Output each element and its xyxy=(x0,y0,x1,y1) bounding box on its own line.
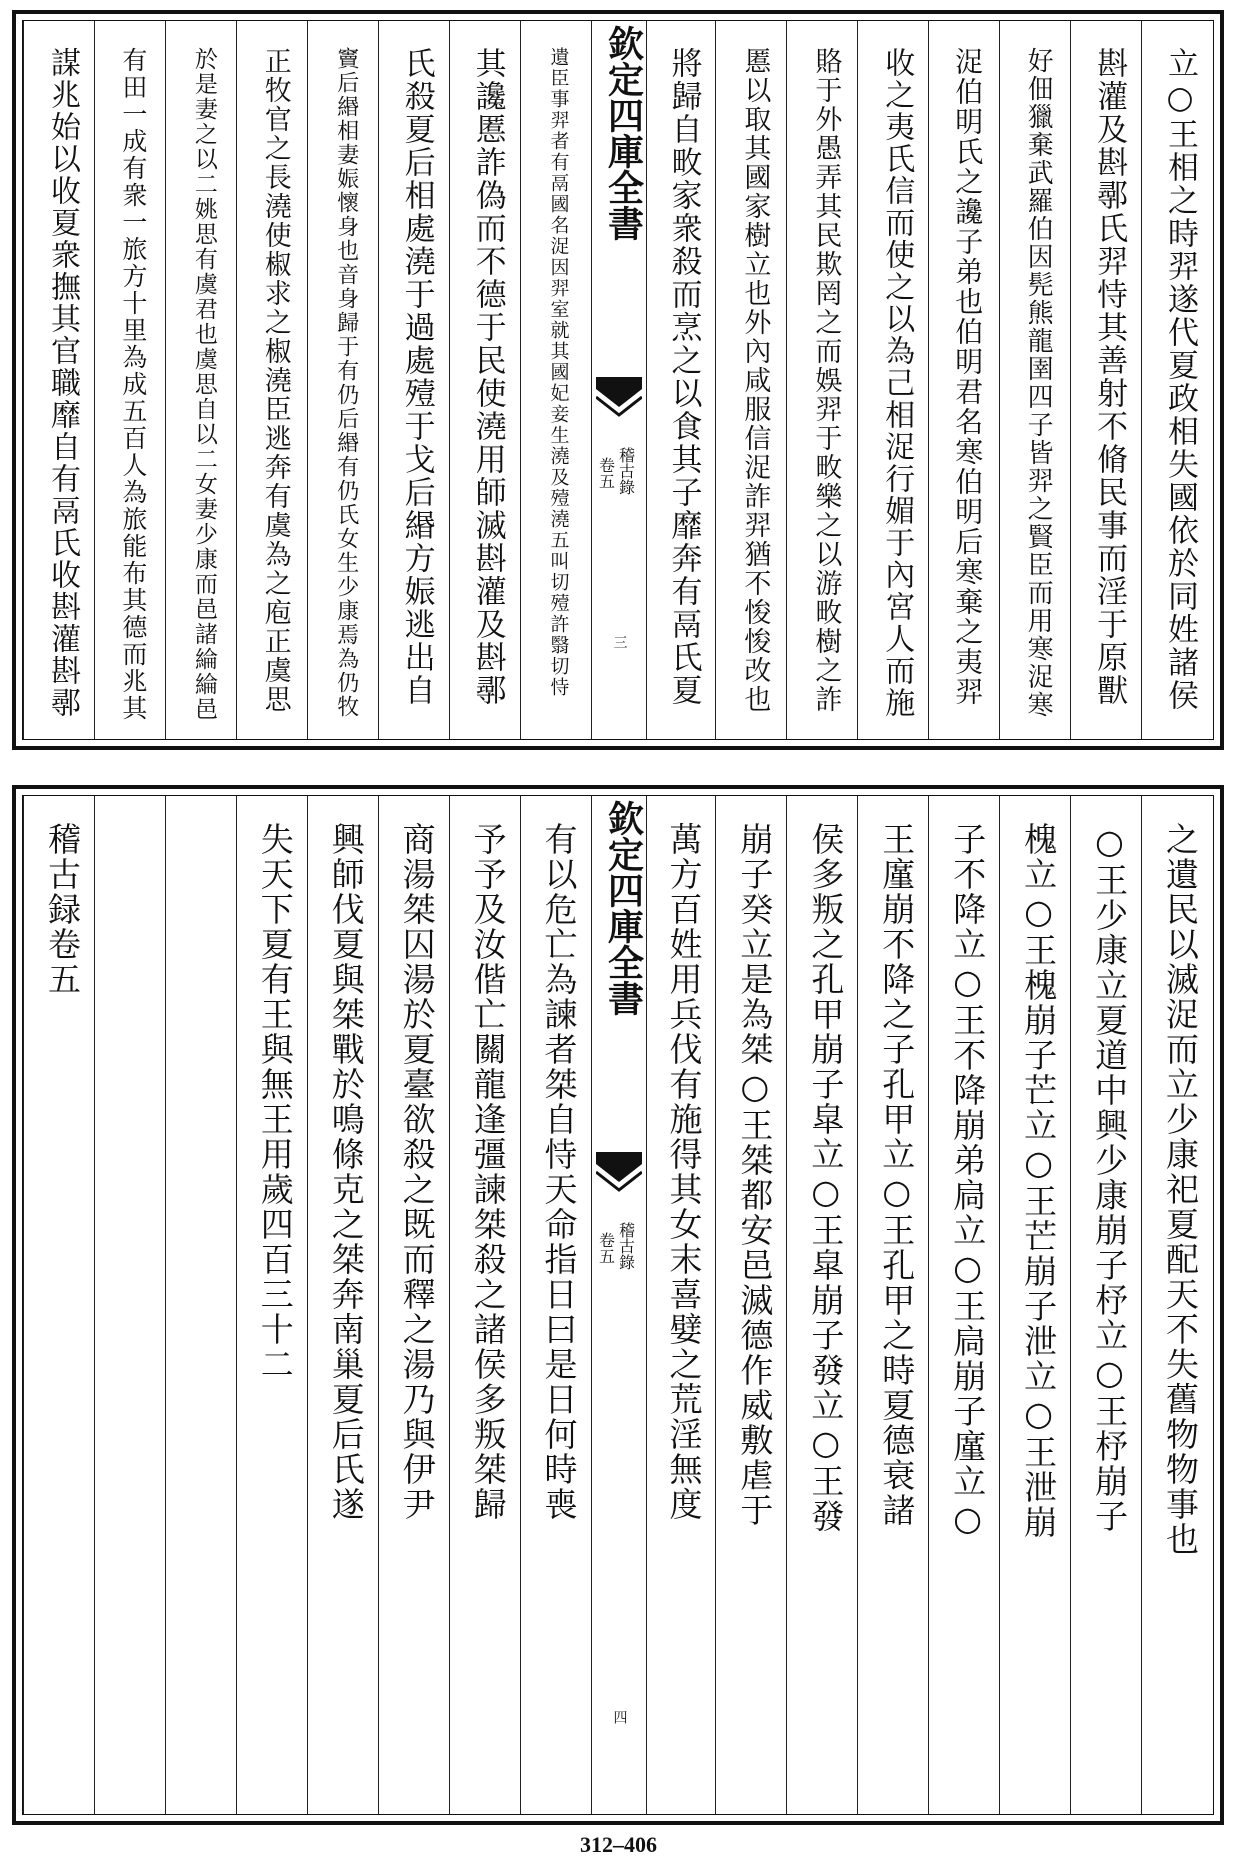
bottom-column-text: 有以危亡為諫者桀自恃天命指日曰是日何時喪 xyxy=(539,822,579,1522)
top-column-text: 收之夷氏信而使之以為己相浞行媚于內宮人而施 xyxy=(879,47,915,719)
bottom-column-text: 稽古録卷五 xyxy=(42,822,82,997)
banner-volume: 卷五 xyxy=(596,457,616,489)
top-text-column xyxy=(928,21,1000,739)
fish-tail-ornament-icon xyxy=(596,1152,642,1198)
bottom-text-column xyxy=(1141,796,1213,1814)
bottom-column-text: 商湯桀囚湯於夏臺欲殺之既而釋之湯乃與伊尹 xyxy=(397,822,437,1522)
fish-tail-ornament-icon xyxy=(596,377,642,423)
bottom-page-columns xyxy=(22,795,1214,1815)
top-text-column xyxy=(307,21,379,739)
bottom-text-column xyxy=(645,796,717,1814)
banner-page-number: 四 xyxy=(611,1710,628,1724)
bottom-column-text: 萬方百姓用兵伐有施得其女末喜嬖之荒淫無度 xyxy=(664,822,704,1522)
banner-title: 欽定四庫全書 xyxy=(602,25,645,241)
bottom-text-column xyxy=(23,796,95,1814)
top-column-text: 氏殺夏后相處澆于過處殪于戈后緡方娠逃出自 xyxy=(398,47,435,707)
bottom-text-column xyxy=(520,796,592,1814)
top-text-column xyxy=(645,21,717,739)
bottom-text-column xyxy=(165,796,237,1814)
banner-volume: 卷五 xyxy=(596,1232,616,1264)
top-column-text: 斟灌及斟鄩氏羿恃其善射不脩民事而淫于原獸 xyxy=(1091,47,1128,707)
top-text-column xyxy=(236,21,308,739)
top-text-column xyxy=(165,21,237,739)
top-column-text: 謀兆始以收夏衆撫其官職靡自有鬲氏收斟灌斟鄩 xyxy=(44,47,80,719)
bottom-column-text: 槐立○王槐崩子芒立○王芒崩子泄立○王泄崩 xyxy=(1019,822,1059,1540)
top-text-column xyxy=(715,21,787,739)
bottom-text-column xyxy=(786,796,858,1814)
banner-page-number: 三 xyxy=(611,635,628,649)
bottom-column-text: 失天下夏有王與無王用歲四百三十二 xyxy=(255,822,295,1382)
bottom-text-column xyxy=(857,796,929,1814)
bottom-column-text: 崩子癸立是為桀○王桀都安邑滅德作威敷虐于 xyxy=(735,822,775,1528)
bottom-column-text: 子不降立○王不降崩弟扃立○王扃崩子廑立○ xyxy=(948,822,988,1540)
top-column-text: 好佃獵棄武羅伯因髡熊龍圉四子皆羿之賢臣而用寒浞寒 xyxy=(1023,47,1054,719)
top-column-text: 慝以取其國家樹立也外內咸服信浞詐羿猶不悛悛改也 xyxy=(739,47,771,714)
top-column-text: 將歸自畋家衆殺而烹之以食其子靡奔有鬲氏夏 xyxy=(665,47,702,707)
bottom-column-text: ○王少康立夏道中興少康崩子杼立○王杼崩子 xyxy=(1090,822,1130,1534)
top-text-column xyxy=(520,21,592,739)
bottom-column-text: 予予及汝偕亡關龍逢彊諫桀殺之諸侯多叛桀歸 xyxy=(468,822,508,1522)
banner-title: 欽定四庫全書 xyxy=(602,800,645,1016)
top-text-column xyxy=(857,21,929,739)
top-text-column xyxy=(378,21,450,739)
top-column-text: 立○王相之時羿遂代夏政相失國依於同姓諸侯 xyxy=(1162,47,1198,712)
bottom-column-text: 興師伐夏與桀戰於鳴條克之桀奔南巢夏后氏遂 xyxy=(326,822,366,1522)
top-column-text: 有田一成有衆一旅方十里為成五百人為旅能布其德而兆其 xyxy=(118,47,148,722)
top-text-column xyxy=(1070,21,1142,739)
bottom-text-column xyxy=(928,796,1000,1814)
bottom-text-column xyxy=(999,796,1071,1814)
top-column-text: 竇后緡相妻娠懷身也音身歸于有仍后緡有仍氏女生少康焉為仍牧 xyxy=(333,47,359,719)
top-page-panel xyxy=(12,10,1224,750)
bottom-column-text: 之遺民以滅浞而立少康祀夏配天不失舊物物事也 xyxy=(1161,822,1200,1557)
top-text-column xyxy=(94,21,166,739)
bottom-text-column xyxy=(449,796,521,1814)
bottom-page-panel xyxy=(12,785,1224,1825)
bottom-text-column xyxy=(1070,796,1142,1814)
top-column-text: 正牧官之長澆使椒求之椒澆臣逃奔有虞為之庖正虞思 xyxy=(259,47,291,714)
bottom-text-column xyxy=(378,796,450,1814)
top-text-column xyxy=(786,21,858,739)
top-column-text: 其讒慝詐偽而不德于民使澆用師滅斟灌及斟鄩 xyxy=(469,47,506,707)
top-text-column xyxy=(449,21,521,739)
bottom-text-column xyxy=(94,796,166,1814)
banner-book-name: 稽古錄 xyxy=(616,1222,636,1270)
bottom-center-banner xyxy=(591,796,647,1814)
top-center-banner xyxy=(591,21,647,739)
top-column-text: 賂于外愚弄其民欺罔之而娛羿于畋樂之以游畋樹之詐 xyxy=(810,47,842,714)
top-text-column xyxy=(999,21,1071,739)
top-column-text: 遺臣事羿者有鬲國名浞因羿室就其國妃妾生澆及殪澆五叫切殪許翳切恃 xyxy=(547,47,570,698)
page-footer-number: 312–406 xyxy=(580,1832,657,1857)
bottom-text-column xyxy=(307,796,379,1814)
top-column-text: 於是妻之以二姚思有虞君也虞思自以二女妻少康而邑諸綸綸邑 xyxy=(190,47,217,722)
top-text-column xyxy=(23,21,95,739)
bottom-text-column xyxy=(715,796,787,1814)
top-page-columns xyxy=(22,20,1214,740)
bottom-text-column xyxy=(236,796,308,1814)
bottom-column-text: 侯多叛之孔甲崩子皐立○王皐崩子發立○王發 xyxy=(806,822,846,1534)
bottom-column-text: 王廑崩不降之子孔甲立○王孔甲之時夏德衰諸 xyxy=(877,822,917,1528)
top-column-text: 浞伯明氏之讒子弟也伯明君名寒伯明后寒棄之夷羿 xyxy=(951,47,985,707)
banner-book-name: 稽古錄 xyxy=(616,447,636,495)
top-text-column xyxy=(1141,21,1213,739)
